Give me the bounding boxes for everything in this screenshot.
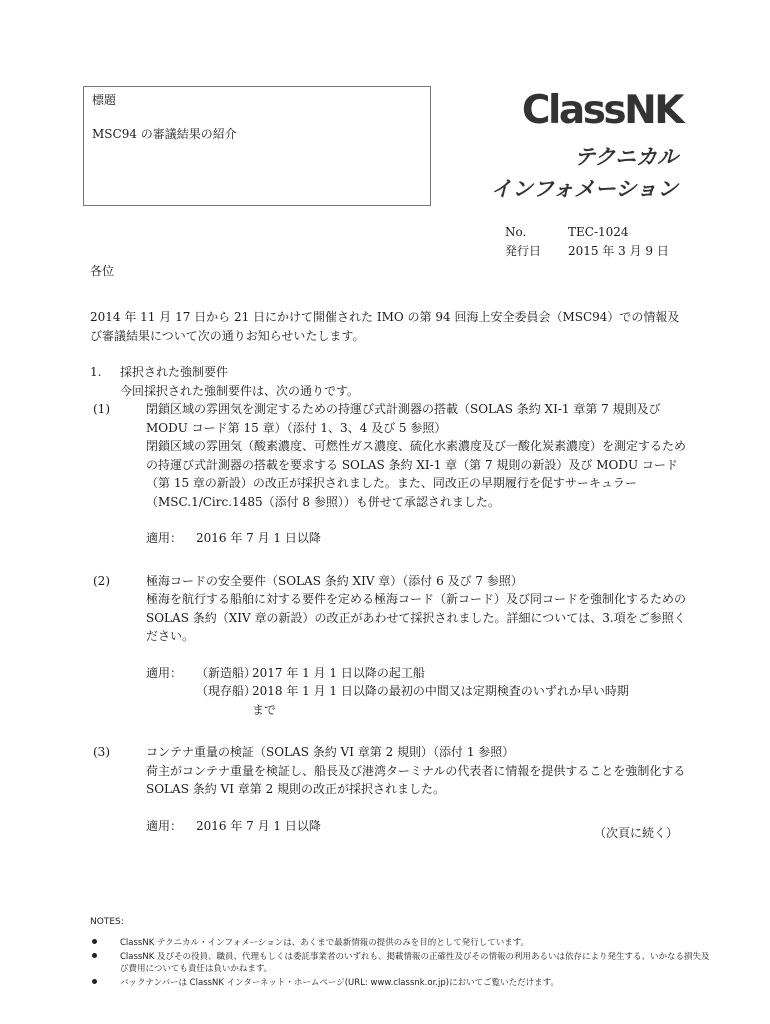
item-text: 閉鎖区域の雰囲気（酸素濃度、可燃性ガス濃度、硫化水素濃度及び一酸化炭素濃度）を測定するための持運び式計測器の搭載を要求する SOLAS 条約 XI-1 章（第 7 規則の新設）及び MODU コード（第 15 章の新設）の改正が採択されました。また、同改正の早期履行を促すサーキュラー（MSC.1/Circ.1485（添付 8 参照））も併せて承認されました。 bbox=[146, 439, 687, 509]
item-text: 荷主がコンテナ重量を検証し、船長及び港湾ターミナルの代表者に情報を提供することを強制化する SOLAS 条約 VI 章第 2 規則の改正が採択されました。 bbox=[146, 763, 686, 796]
section-number: 1. bbox=[90, 365, 102, 379]
intro-paragraph: 2014 年 11 月 17 日から 21 日にかけて開催された IMO の第 94 回海上安全委員会（MSC94）での情報及び審議結果について次の通りお知らせいたします。 bbox=[90, 310, 680, 343]
bullet-icon bbox=[92, 939, 97, 944]
bullet-icon bbox=[92, 953, 97, 958]
title-box bbox=[83, 86, 431, 206]
brand-tagline-information: インフォメーション bbox=[490, 177, 678, 201]
application-new-ship-text: 2017 年 1 月 1 日以降の起工船 bbox=[252, 665, 425, 680]
requirement-item-2 bbox=[93, 572, 690, 720]
document-body bbox=[90, 308, 690, 835]
document-subject: MSC94 の審議結果の紹介 bbox=[92, 127, 237, 141]
note-item bbox=[90, 937, 710, 949]
meta-number-value: TEC-1024 bbox=[568, 225, 629, 239]
note-text: バックナンバーは ClassNK インターネット・ホームページ(URL: www.classnk.or.jp)においてご覧いただけます。 bbox=[120, 978, 559, 988]
item-number: (3) bbox=[93, 745, 110, 759]
application-existing-ship-tag: （現存船） bbox=[196, 684, 257, 698]
meta-date-value: 2015 年 3 月 9 日 bbox=[568, 244, 669, 258]
section-lead: 今回採択された強制要件は、次の通りです。 bbox=[120, 383, 360, 398]
application-existing-ship-text: 2018 年 1 月 1 日以降の最初の中間又は定期検査のいずれか早い時期 bbox=[252, 684, 629, 698]
bullet-icon bbox=[92, 979, 97, 984]
section-heading: 採択された強制要件 bbox=[120, 365, 229, 379]
note-item bbox=[90, 977, 710, 989]
item-title: 閉鎖区域の雰囲気を測定するための持運び式計測器の搭載（SOLAS 条約 XI-1 章第 7 規則及び MODU コード第 15 章）（添付 1、3、4 及び 5 参照） bbox=[146, 402, 661, 435]
application-existing-ship-cont: まで bbox=[252, 702, 277, 717]
application-label: 適用： bbox=[146, 665, 183, 680]
note-text: ClassNK テクニカル・インフォメーションは、あくまで最新情報の提供のみを目的として発行しています。 bbox=[120, 938, 530, 948]
brand-tagline-technical: テクニカル bbox=[574, 145, 678, 169]
item-text: 極海を航行する船舶に対する要件を定める極海コード（新コード）及び同コードを強制化するための SOLAS 条約（XIV 章の新設）の改正があわせて採択されました。詳細については、3.項をご参照ください。 bbox=[146, 592, 687, 643]
item-title: 極海コードの安全要件（SOLAS 条約 XIV 章）（添付 6 及び 7 参照） bbox=[146, 573, 523, 588]
item-number: (2) bbox=[93, 573, 110, 588]
application-new-ship-tag: （新造船） bbox=[196, 665, 257, 680]
item-application bbox=[146, 529, 690, 548]
note-item bbox=[90, 951, 710, 975]
requirement-item-1 bbox=[93, 400, 690, 548]
item-title: コンテナ重量の検証（SOLAS 条約 VI 章第 2 規則）（添付 1 参照） bbox=[146, 745, 515, 759]
section-1 bbox=[90, 363, 690, 835]
requirement-item-3 bbox=[93, 743, 690, 835]
continued-note: （次頁に続く） bbox=[593, 826, 678, 840]
item-number: (1) bbox=[93, 402, 110, 416]
classnk-logo: ClassNK bbox=[521, 88, 682, 133]
note-text: ClassNK 及びその役員、職員、代理もしくは委託事業者のいずれも、掲載情報の正確性及びその情報の利用あるいは依存により発生する、いかなる損失及び費用についても責任は負いかねます。 bbox=[120, 952, 710, 974]
meta-date-label: 発行日 bbox=[505, 244, 542, 258]
application-label: 適用： bbox=[146, 531, 183, 545]
title-box-label: 標題 bbox=[92, 93, 117, 107]
item-application bbox=[146, 664, 690, 720]
application-date: 2016 年 7 月 1 日以降 bbox=[196, 818, 321, 833]
notes-heading: NOTES: bbox=[90, 917, 124, 927]
brand-block bbox=[470, 88, 682, 208]
meta-number-label: No. bbox=[505, 225, 527, 239]
application-date: 2016 年 7 月 1 日以降 bbox=[196, 531, 321, 545]
addressee: 各位 bbox=[90, 264, 115, 278]
application-label: 適用： bbox=[146, 818, 183, 833]
notes-section bbox=[90, 917, 710, 991]
